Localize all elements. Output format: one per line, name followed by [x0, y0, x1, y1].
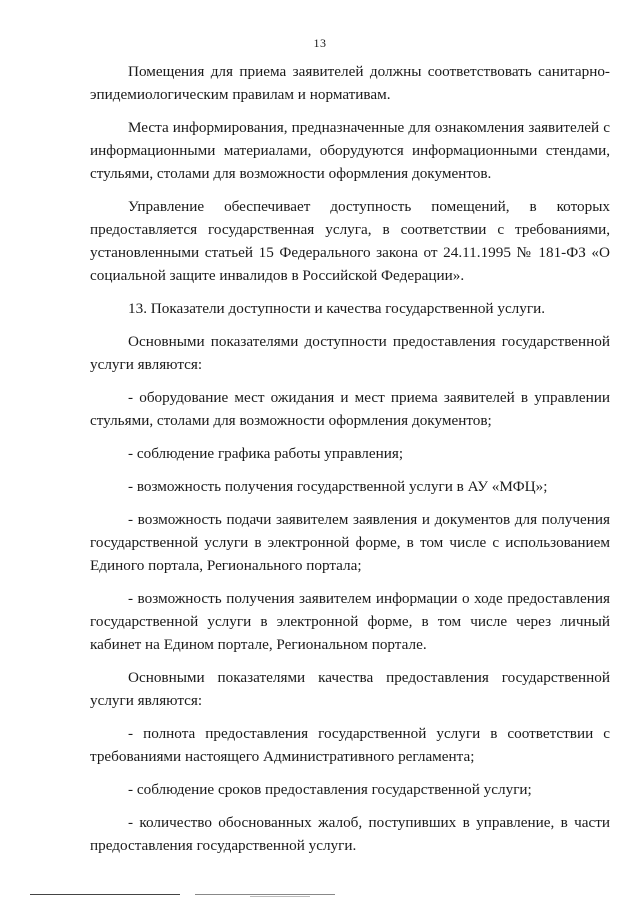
list-item-mfc: - возможность получения государственной услуги в АУ «МФЦ»; [128, 478, 548, 495]
list-item-electronic-submission: - возможность подачи заявителем заявления и документов для получения государственной услуги в электронной форме, в том числе с использованием Единого портала, Регионального портала; [90, 511, 610, 574]
scan-edge-line [30, 894, 180, 895]
section-heading-13: 13. Показатели доступности и качества государственной услуги. [128, 300, 546, 317]
paragraph-quality-indicators-intro: Основными показателями качества предоставления государственной услуги являются: [90, 669, 610, 709]
scan-edge-line [195, 894, 335, 895]
list-item-schedule: - соблюдение графика работы управления; [128, 445, 404, 462]
paragraph-premises-requirements: Помещения для приема заявителей должны соответствовать санитарно-эпидемиологическим правилам и нормативам. [90, 63, 610, 103]
paragraph-information-places: Места информирования, предназначенные для ознакомления заявителей с информационными материалами, оборудуются информационными стендами, стульями, столами для возможности оформления документов. [90, 119, 610, 182]
list-item-equipment: - оборудование мест ожидания и мест приема заявителей в управлении стульями, столами для возможности оформления документов; [90, 389, 610, 429]
paragraph-accessibility-provision: Управление обеспечивает доступность помещений, в которых предоставляется государственная услуга, в соответствии с требованиями, установленными статьей 15 Федерального закона от 24.11.1995 № 181-ФЗ «О социальной защите инвалидов в Российской Федерации». [90, 198, 610, 284]
page-number: 13 [313, 36, 327, 50]
list-item-electronic-status: - возможность получения заявителем информации о ходе предоставления государственной услуги в электронной форме, в том числе через личный кабинет на Едином портале, Региональном портале. [90, 590, 610, 653]
list-item-complaints: - количество обоснованных жалоб, поступивших в управление, в части предоставления государственной услуги. [90, 814, 610, 854]
document-body [90, 60, 610, 867]
paragraph-accessibility-indicators-intro: Основными показателями доступности предоставления государственной услуги являются: [90, 333, 610, 373]
list-item-deadlines: - соблюдение сроков предоставления государственной услуги; [128, 781, 532, 798]
scan-edge-line [250, 896, 310, 897]
list-item-completeness: - полнота предоставления государственной услуги в соответствии с требованиями настоящего Административного регламента; [90, 725, 610, 765]
